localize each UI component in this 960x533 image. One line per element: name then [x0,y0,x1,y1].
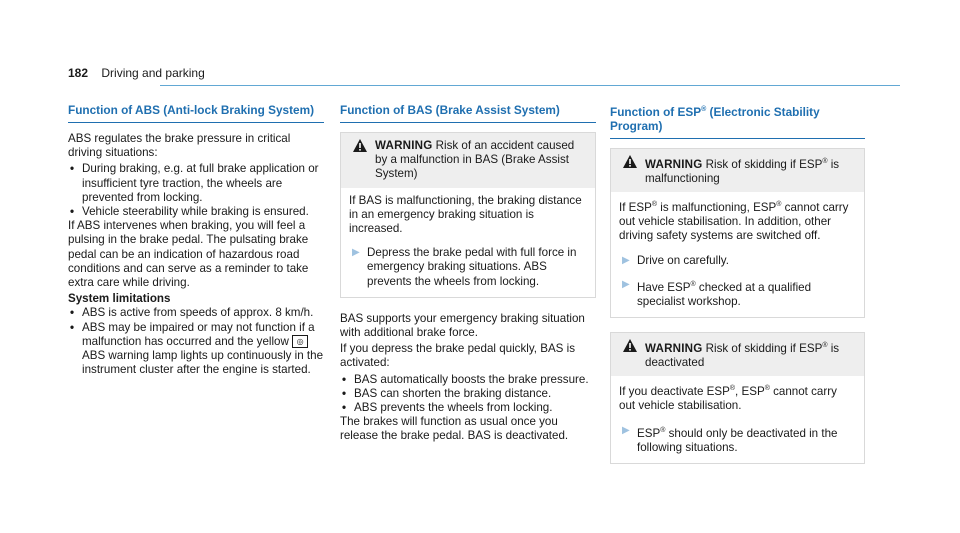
instruction: ▶ Have ESP® checked at a qualified specialist workshop. [622,278,812,308]
bas-para1: BAS supports your emergency braking situation with additional brake force. [340,311,585,340]
warning-label: WARNING [645,157,703,171]
list-item: • Vehicle steerability while braking is ensured. [70,205,309,219]
warning-body [611,376,864,463]
list-item: • BAS automatically boosts the brake pressure. [342,372,589,386]
limits-title: System limitations [68,292,171,306]
instruction: ▶ Depress the brake pedal with full force in emergency braking situations. ABS prevents the wheels from locking. [352,246,577,288]
instruction: ▶ ESP® should only be deactivated in the following situations. [622,424,838,454]
warning-header [611,333,864,376]
bullet-icon: • [70,320,75,334]
warning-label: WARNING [375,139,433,152]
bas-para3: The brakes will function as usual once you release the brake pedal. BAS is deactivated. [340,415,569,443]
warning-label: WARNING [645,341,703,355]
warning-triangle-icon [623,155,637,168]
list-item: • ABS prevents the wheels from locking. [342,401,553,415]
abs-bullets [68,162,324,219]
warning-header [611,149,864,192]
bas-title: Function of BAS (Brake Assist System) [340,103,596,123]
arrow-icon: ▶ [622,254,630,266]
warning-text: If BAS is malfunctioning, the braking distance in an emergency braking situation is increased. [349,193,582,236]
bullet-icon: • [70,162,75,176]
arrow-icon: ▶ [622,278,630,290]
warning-body [341,188,595,297]
bullet-icon: • [342,401,347,415]
esp-column [610,103,865,478]
warning-text: If you deactivate ESP®, ESP® cannot carry out vehicle stabilisation. [619,385,837,413]
bullet-icon: • [342,372,347,386]
abs-column [68,103,324,377]
page-header [68,66,205,80]
esp-title: Function of ESP® (Electronic Stability Program) [610,103,865,139]
abs-para2: If ABS intervenes when braking, you will feel a pulsing in the brake pedal. The pulsating brake pedal can be an indication of hazardous road conditions and can serve as a reminder to take extra care while driving. [68,219,309,290]
warning-heading: Risk of skidding if ESP® is malfunctioning [645,157,840,185]
list-item: • ABS is active from speeds of approx. 8 km/h. [70,306,314,320]
abs-title: Function of ABS (Anti-lock Braking System) [68,103,324,123]
warning-heading: Risk of skidding if ESP® is deactivated [645,341,840,370]
bas-warning-box [340,132,596,298]
list-item: • BAS can shorten the braking distance. [342,386,552,400]
bas-column [340,103,596,446]
warning-body [611,192,864,317]
esp-warning-box-2 [610,332,865,464]
header-rule [160,85,900,86]
esp-warning-box-1 [610,148,865,318]
abs-intro: ABS regulates the brake pressure in critical driving situations: [68,132,291,160]
bas-bullets [340,373,596,416]
warning-text: If ESP® is malfunctioning, ESP® cannot carry out vehicle stabilisation. In addition, other driving safety systems are switched off. [619,201,849,243]
bullet-icon: • [342,386,347,400]
arrow-icon: ▶ [352,247,360,259]
page-number: 182 [68,66,89,80]
bullet-icon: • [70,205,75,219]
list-item: • During braking, e.g. at full brake application or insufficient tyre traction, the wheels are prevented from locking. [70,162,319,204]
warning-heading: Risk of an accident caused by a malfunction in BAS (Brake Assist System) [375,139,575,181]
abs-warning-lamp-icon: ◎ [292,335,308,348]
arrow-icon: ▶ [622,424,630,436]
warning-header [341,133,595,188]
warning-triangle-icon [353,139,367,152]
warning-triangle-icon [623,339,637,352]
instruction: ▶ Drive on carefully. [622,253,729,267]
section-title: Driving and parking [101,66,205,80]
limits-bullets [68,306,324,377]
bas-para2: If you depress the brake pedal quickly, BAS is activated: [340,342,576,370]
list-item: • ABS may be impaired or may not function if a malfunction has occurred and the yellow ◎ ABS warning lamp lights up continuously in the instrument cluster after the engine is started. [70,320,324,377]
bullet-icon: • [70,306,75,320]
